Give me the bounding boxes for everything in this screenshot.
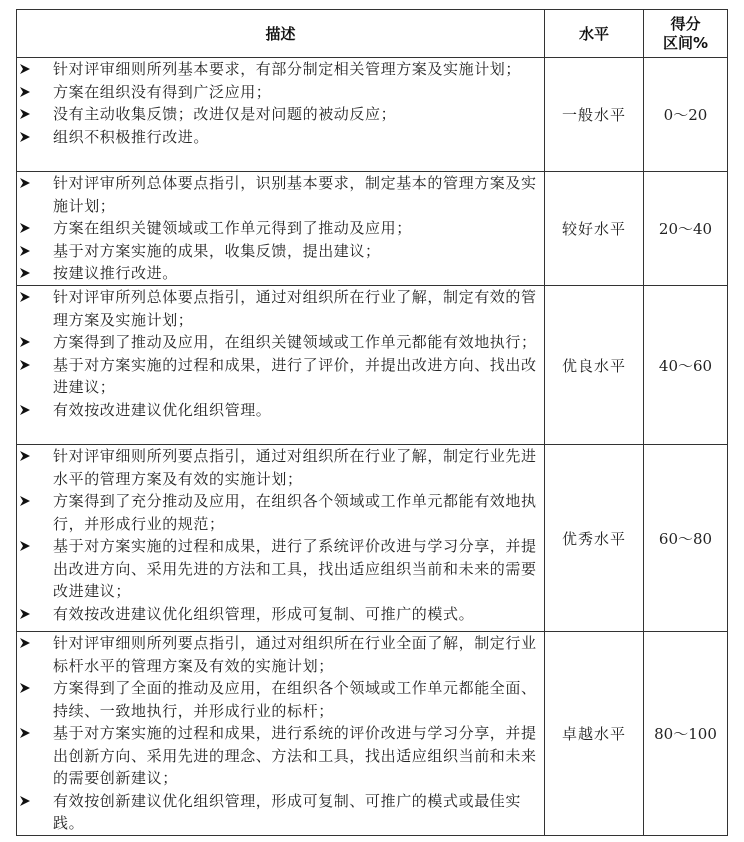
list-item xyxy=(17,399,544,422)
description-cell xyxy=(17,286,545,445)
criteria-text: 方案得到了全面的推动及应用，在组织各个领域或工作单元都能全面、持续、一致地执行，并形成行业的标杆； xyxy=(53,679,537,720)
description-cell xyxy=(17,172,545,286)
arrowhead-bullet-icon xyxy=(19,399,33,421)
table-row xyxy=(17,632,728,836)
description-cell xyxy=(17,58,545,172)
list-item xyxy=(17,490,544,535)
list-item xyxy=(17,58,544,81)
arrowhead-bullet-icon xyxy=(19,790,33,812)
level-cell: 较好水平 xyxy=(545,172,644,286)
criteria-text: 有效按创新建议优化组织管理，形成可复制、可推广的模式或最佳实践。 xyxy=(53,791,522,832)
list-item xyxy=(17,172,544,217)
list-item xyxy=(17,535,544,603)
criteria-text: 方案得到了推动及应用，在组织关键领域或工作单元都能有效地执行； xyxy=(53,333,537,351)
level-cell: 优良水平 xyxy=(545,286,644,445)
score-range-cell: 40～60 xyxy=(644,286,728,445)
criteria-text: 有效按改进建议优化组织管理。 xyxy=(53,400,272,419)
arrowhead-bullet-icon xyxy=(19,286,33,308)
description-cell xyxy=(17,445,545,632)
list-item xyxy=(17,603,544,626)
criteria-list xyxy=(17,58,544,148)
arrowhead-bullet-icon xyxy=(19,331,33,353)
criteria-text: 方案得到了充分推动及应用，在组织各个领域或工作单元都能有效地执行，并形成行业的规范； xyxy=(53,492,537,533)
list-item xyxy=(17,217,544,240)
criteria-text: 方案在组织没有得到广泛应用； xyxy=(53,82,272,101)
table-row xyxy=(17,286,728,445)
score-range-cell: 60～80 xyxy=(644,445,728,632)
criteria-text: 基于对方案实施的过程和成果，进行系统的评价改进与学习分享，并提出创新方向、采用先进的理念、方法和工具，找出适应组织当前和未来的需要创新建议； xyxy=(53,724,537,787)
criteria-list xyxy=(17,632,544,835)
score-range-cell: 20～40 xyxy=(644,172,728,286)
criteria-text: 基于对方案实施的成果，收集反馈，提出建议； xyxy=(53,241,381,260)
evaluation-criteria-table xyxy=(16,9,728,836)
arrowhead-bullet-icon xyxy=(19,354,33,376)
arrowhead-bullet-icon xyxy=(19,81,33,103)
list-item xyxy=(17,103,544,126)
table-row xyxy=(17,58,728,172)
level-cell: 一般水平 xyxy=(545,58,644,172)
criteria-text: 针对评审细则所列要点指引，通过对组织所在行业了解，制定行业先进水平的管理方案及有效的实施计划； xyxy=(53,447,537,488)
arrowhead-bullet-icon xyxy=(19,126,33,148)
table-header-row xyxy=(17,10,728,58)
arrowhead-bullet-icon xyxy=(19,722,33,744)
criteria-text: 基于对方案实施的过程和成果，进行了系统评价改进与学习分享，并提出改进方向、采用先进的方法和工具，找出适应组织当前和未来的需要改进建议； xyxy=(53,537,537,600)
header-score-line2: 区间% xyxy=(662,33,709,52)
criteria-text: 按建议推行改进。 xyxy=(53,264,178,282)
header-score-line1: 得分 xyxy=(670,14,701,33)
score-range-cell: 80～100 xyxy=(644,632,728,836)
level-cell: 卓越水平 xyxy=(545,632,644,836)
arrowhead-bullet-icon xyxy=(19,490,33,512)
arrowhead-bullet-icon xyxy=(19,240,33,262)
score-range-cell: 0～20 xyxy=(644,58,728,172)
list-item xyxy=(17,240,544,263)
criteria-list xyxy=(17,445,544,625)
criteria-text: 有效按改进建议优化组织管理，形成可复制、可推广的模式。 xyxy=(53,604,475,623)
criteria-text: 组织不积极推行改进。 xyxy=(53,127,210,146)
list-item xyxy=(17,126,544,149)
arrowhead-bullet-icon xyxy=(19,535,33,557)
table-row xyxy=(17,172,728,286)
arrowhead-bullet-icon xyxy=(19,632,33,654)
arrowhead-bullet-icon xyxy=(19,603,33,625)
list-item xyxy=(17,677,544,722)
criteria-list xyxy=(17,286,544,421)
arrowhead-bullet-icon xyxy=(19,445,33,467)
arrowhead-bullet-icon xyxy=(19,103,33,125)
arrowhead-bullet-icon xyxy=(19,677,33,699)
list-item xyxy=(17,790,544,835)
description-cell xyxy=(17,632,545,836)
criteria-list xyxy=(17,172,544,285)
criteria-text: 针对评审所列总体要点指引，通过对组织所在行业了解，制定有效的管理方案及实施计划； xyxy=(53,288,537,329)
header-score-range xyxy=(644,10,728,58)
list-item xyxy=(17,445,544,490)
arrowhead-bullet-icon xyxy=(19,58,33,80)
table-body xyxy=(17,58,728,836)
list-item xyxy=(17,354,544,399)
level-cell: 优秀水平 xyxy=(545,445,644,632)
table-row xyxy=(17,445,728,632)
header-level: 水平 xyxy=(545,10,644,58)
list-item xyxy=(17,262,544,285)
criteria-text: 针对评审细则所列要点指引，通过对组织所在行业全面了解，制定行业标杆水平的管理方案及有效的实施计划； xyxy=(53,634,537,675)
list-item xyxy=(17,331,544,354)
criteria-text: 没有主动收集反馈；改进仅是对问题的被动反应； xyxy=(53,105,397,123)
list-item xyxy=(17,632,544,677)
arrowhead-bullet-icon xyxy=(19,172,33,194)
criteria-text: 基于对方案实施的过程和成果，进行了评价，并提出改进方向、找出改进建议； xyxy=(53,355,537,396)
arrowhead-bullet-icon xyxy=(19,217,33,239)
criteria-text: 方案在组织关键领域或工作单元得到了推动及应用； xyxy=(53,219,412,237)
header-description: 描述 xyxy=(17,10,545,58)
arrowhead-bullet-icon xyxy=(19,262,33,284)
criteria-text: 针对评审所列总体要点指引，识别基本要求，制定基本的管理方案及实施计划； xyxy=(53,174,537,215)
list-item xyxy=(17,81,544,104)
list-item xyxy=(17,286,544,331)
criteria-text: 针对评审细则所列基本要求，有部分制定相关管理方案及实施计划； xyxy=(53,60,522,78)
list-item xyxy=(17,722,544,790)
